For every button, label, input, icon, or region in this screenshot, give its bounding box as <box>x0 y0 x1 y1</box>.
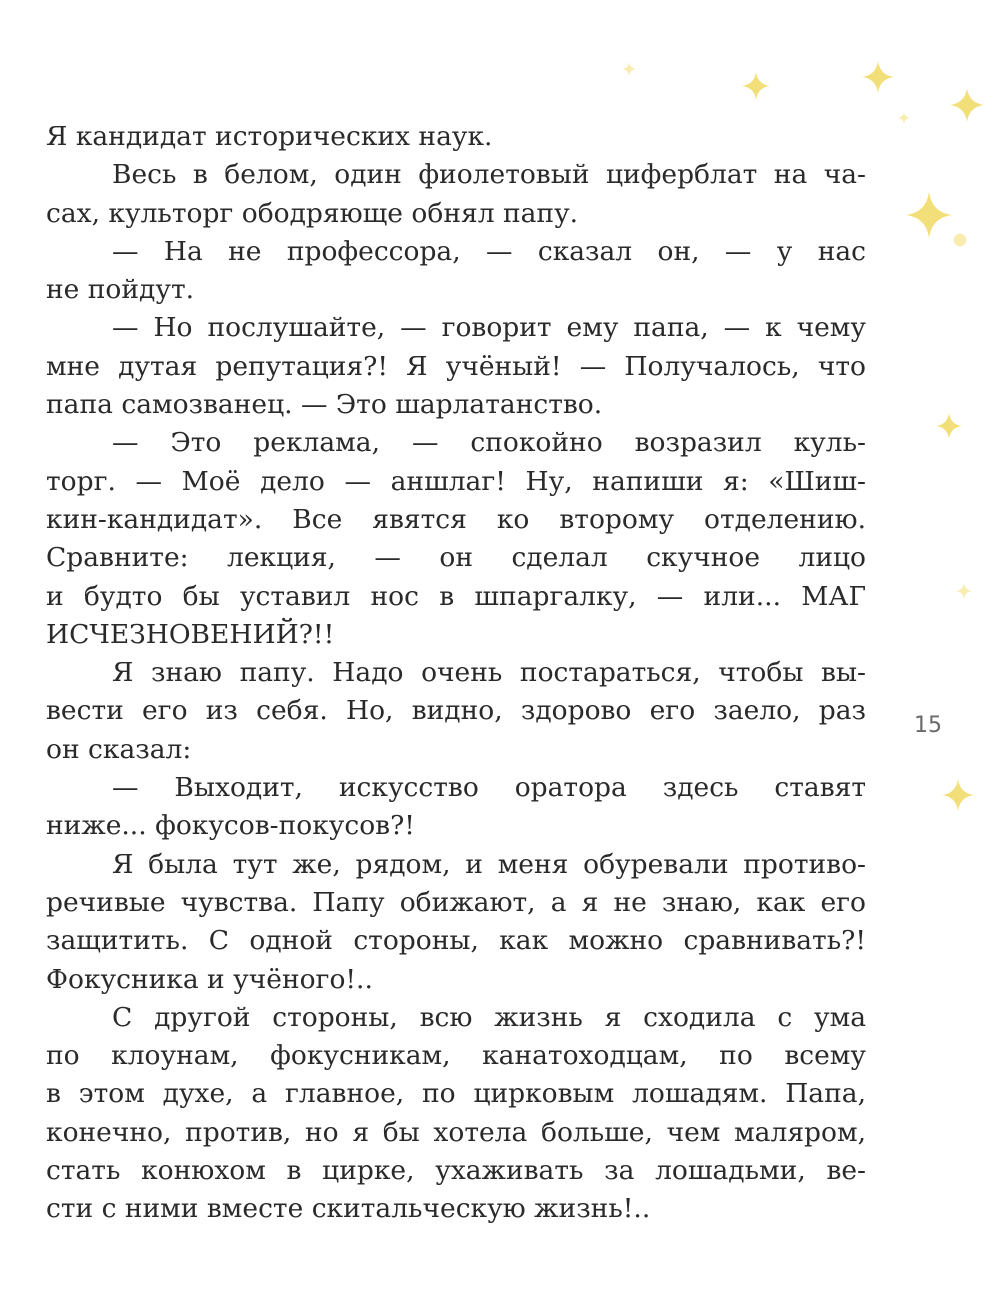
text-line: Фокусника и учёного!.. <box>46 963 373 995</box>
text-line: сах, культорг ободряюще обнял папу. <box>46 197 579 229</box>
text-line: Весь в белом, один фиолетовый циферблат на ча- <box>112 159 866 191</box>
text-line: ниже... фокусов-покусов?! <box>46 810 415 842</box>
text-line: Я знаю папу. Надо очень постараться, чтобы вы- <box>112 657 866 689</box>
text-line: вести его из себя. Но, видно, здорово его заело, раз <box>46 695 866 727</box>
text-line: сти с ними вместе скитальческую жизнь!.. <box>46 1193 651 1225</box>
star-icon <box>742 72 770 100</box>
star-icon <box>942 776 974 814</box>
text-line: он сказал: <box>46 733 192 765</box>
star-icon <box>950 86 984 124</box>
text-line: не пойдут. <box>46 274 195 306</box>
star-icon <box>952 232 968 248</box>
star-icon <box>956 582 972 600</box>
star-icon <box>622 62 636 76</box>
text-line: речивые чувства. Папу обижают, а я не знаю, как его <box>46 886 866 918</box>
text-line: и будто бы уставил нос в шпаргалку, — или... МАГ <box>46 580 866 612</box>
text-line: — Это реклама, — спокойно возразил куль- <box>112 427 866 459</box>
text-line: Я была тут же, рядом, и меня обуревали противо- <box>112 848 866 880</box>
text-line: защитить. С одной стороны, как можно сравнивать?! <box>46 925 866 957</box>
text-line: в этом духе, а главное, по цирковым лошадям. Папа, <box>46 1078 866 1110</box>
text-line: стать конюхом в цирке, ухаживать за лошадьми, ве- <box>46 1155 866 1187</box>
text-line: — На не профессора, — сказал он, — у нас <box>112 235 866 267</box>
text-line: кин-кандидат». Все явятся ко второму отделению. <box>46 503 866 535</box>
body-text <box>46 118 866 1229</box>
text-line: папа самозванец. — Это шарлатанство. <box>46 389 603 421</box>
text-line: ИСЧЕЗНОВЕНИЙ?!! <box>46 618 335 650</box>
star-icon <box>898 112 910 124</box>
text-line: — Выходит, искусство оратора здесь ставят <box>112 772 866 804</box>
star-icon <box>862 60 894 94</box>
text-line: по клоунам, фокусникам, канатоходцам, по всему <box>46 1040 866 1072</box>
text-line: конечно, против, но я бы хотела больше, чем маляром, <box>46 1116 866 1148</box>
page-number: 15 <box>914 713 942 738</box>
text-line: — Но послушайте, — говорит ему папа, — к чему <box>112 312 866 344</box>
text-line: мне дутая репутация?! Я учёный! — Получалось, что <box>46 350 866 382</box>
text-line: Я кандидат исторических наук. <box>46 121 493 152</box>
star-icon <box>906 190 952 240</box>
text-line: С другой стороны, всю жизнь я сходила с ума <box>112 1001 866 1033</box>
text-line: торг. — Моё дело — аншлаг! Ну, напиши я: «Шиш- <box>46 465 866 497</box>
star-icon <box>936 410 962 442</box>
text-line: Сравните: лекция, — он сделал скучное лицо <box>46 542 866 574</box>
